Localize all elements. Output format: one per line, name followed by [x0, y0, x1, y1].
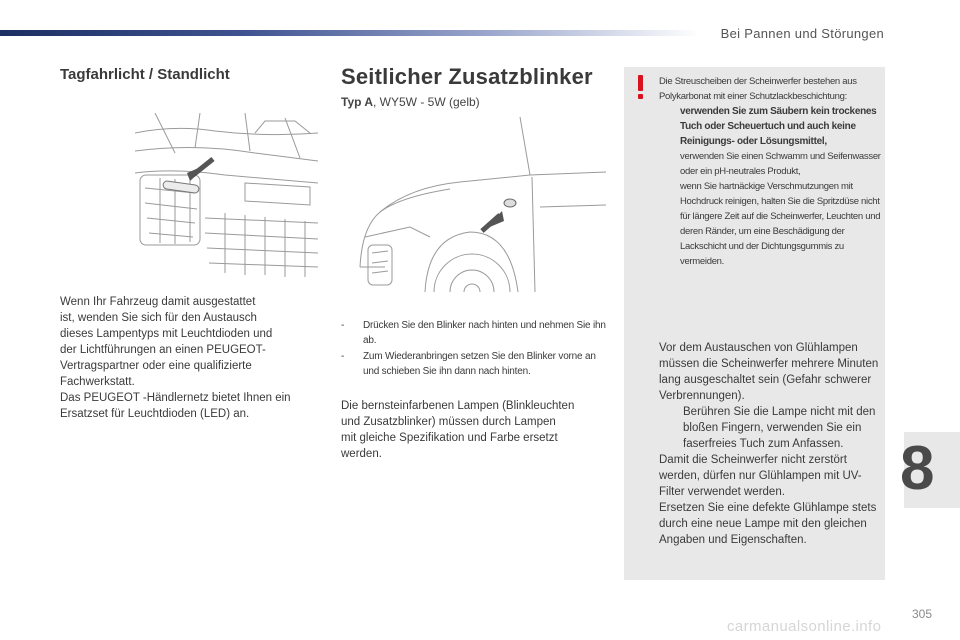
- chapter-title: Bei Pannen und Störungen: [720, 26, 884, 41]
- step-text: Drücken Sie den Blinker nach hinten und nehmen Sie ihn ab.: [363, 320, 606, 346]
- watermark: carmanualsonline.info: [727, 618, 882, 635]
- daytime-lights-text: [60, 294, 315, 422]
- bulb-type-label: Typ A: [341, 95, 373, 109]
- bulb-safety-text: [659, 340, 881, 548]
- step-item: [341, 318, 611, 348]
- paragraph-line: Wenn Ihr Fahrzeug damit ausgestattet: [60, 296, 256, 308]
- safety-bullet: [659, 404, 881, 452]
- warning-text: [659, 74, 881, 269]
- grille-drawing: [135, 113, 318, 287]
- step-item: [341, 349, 611, 379]
- indicator-steps: [341, 318, 611, 380]
- safety-bullet-text: Berühren Sie die Lampe nicht mit den bloßen Fingern, verwenden Sie ein faserfreies Tuch zum Anfassen.: [683, 406, 876, 450]
- bulb-type-line: [341, 95, 480, 109]
- paragraph-line: werden.: [341, 448, 382, 460]
- safety-paragraph: Ersetzen Sie eine defekte Glühlampe stets durch eine neue Lampe mit den gleichen Angaben und Eigenschaften.: [659, 502, 877, 546]
- paragraph-line: der Lichtführungen an einen PEUGEOT-: [60, 344, 266, 356]
- paragraph-line: Das PEUGEOT -Händlernetz bietet Ihnen ein: [60, 392, 291, 404]
- warning-bullet: [659, 179, 881, 269]
- warning-exclamation-icon: [636, 75, 646, 99]
- warning-bullet-text: verwenden Sie einen Schwamm und Seifenwasser oder ein pH-neutrales Produkt,: [680, 151, 881, 177]
- paragraph-line: Ersatzset für Leuchtdioden (LED) an.: [60, 408, 250, 420]
- paragraph-line: dieses Lampentyps mit Leuchtdioden und: [60, 328, 273, 340]
- step-dash: -: [341, 351, 345, 362]
- paragraph-line: und Zusatzblinker) müssen durch Lampen: [341, 416, 556, 428]
- section-title-daytime-lights: Tagfahrlicht / Standlicht: [60, 66, 230, 83]
- vehicle-side-drawing: [340, 117, 606, 292]
- illustration-front-grille-led: [135, 113, 318, 287]
- step-dash: -: [341, 320, 345, 331]
- warning-bullet-text: verwenden Sie zum Säubern kein trockenes Tuch oder Scheuertuch und auch keine Reinigungs- oder Lösungsmittel,: [680, 106, 877, 147]
- warning-bullet: [659, 149, 881, 179]
- bulb-type-value: , WY5W - 5W (gelb): [373, 95, 480, 109]
- section-title-side-indicator: Seitlicher Zusatzblinker: [341, 64, 593, 89]
- step-text: Zum Wiederanbringen setzen Sie den Blinker vorne an und schieben Sie ihn dann nach hinten.: [363, 351, 596, 377]
- paragraph-line: mit gleiche Spezifikation und Farbe ersetzt: [341, 432, 558, 444]
- header-gradient-bar: [0, 30, 700, 36]
- safety-paragraph: Vor dem Austauschen von Glühlampen müssen die Scheinwerfer mehrere Minuten lang ausgeschaltet sein (Gefahr schwerer Verbrennungen).: [659, 342, 879, 402]
- warning-bullet-text: wenn Sie hartnäckige Verschmutzungen mit Hochdruck reinigen, halten Sie die Spritzdüse nicht für längere Zeit auf die Scheinwerfer, Leuchten und deren Ränder, um eine Beschädigung der Lackschicht und der Dichtungsgummis zu vermeiden.: [680, 181, 881, 267]
- chapter-number: 8: [900, 434, 935, 503]
- illustration-side-indicator: [340, 117, 606, 292]
- warning-bullet: [659, 104, 881, 149]
- paragraph-line: Die bernsteinfarbenen Lampen (Blinkleuchten: [341, 400, 575, 412]
- paragraph-line: Vertragspartner oder eine qualifizierte: [60, 360, 252, 372]
- warning-intro: Die Streuscheiben der Scheinwerfer bestehen aus Polykarbonat mit einer Schutzlackbeschichtung:: [659, 76, 857, 102]
- paragraph-line: ist, wenden Sie sich für den Austausch: [60, 312, 257, 324]
- warning-sidebar: [624, 67, 885, 580]
- page-number: 305: [912, 607, 933, 621]
- safety-paragraph: Damit die Scheinwerfer nicht zerstört werden, dürfen nur Glühlampen mit UV-Filter verwendet werden.: [659, 454, 862, 498]
- amber-lamps-text: [341, 398, 611, 462]
- paragraph-line: Fachwerkstatt.: [60, 376, 135, 388]
